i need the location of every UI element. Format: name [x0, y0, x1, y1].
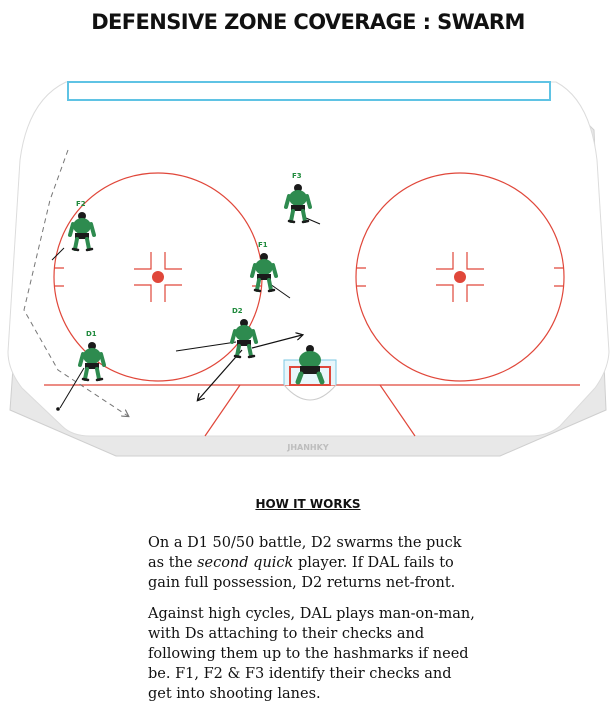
player-label: D2	[232, 307, 243, 315]
puck	[56, 407, 60, 411]
how-it-works-heading: HOW IT WORKS	[255, 497, 361, 511]
page-title: DEFENSIVE ZONE COVERAGE : SWARM	[91, 10, 525, 34]
watermark: JHANHKY	[287, 443, 329, 452]
player-label: D1	[86, 330, 97, 338]
rink-diagram	[0, 70, 616, 470]
glass	[68, 82, 550, 100]
faceoff-dot-right	[454, 271, 466, 283]
player-label: F3	[292, 172, 302, 180]
explanation-paragraph-1: On a D1 50/50 battle, D2 swarms the puck as the second quick player. If DAL fails to gain full possession, D2 returns net-front.	[148, 535, 462, 591]
faceoff-dot-left	[152, 271, 164, 283]
player-label: F1	[258, 241, 268, 249]
player-label: F2	[76, 200, 86, 208]
explanation-paragraph-2: Against high cycles, DAL plays man-on-man, with Ds attaching to their checks and following them up to the hashmarks if need be. F1, F2 & F3 identify their checks and get into shooting lanes.	[148, 606, 475, 702]
